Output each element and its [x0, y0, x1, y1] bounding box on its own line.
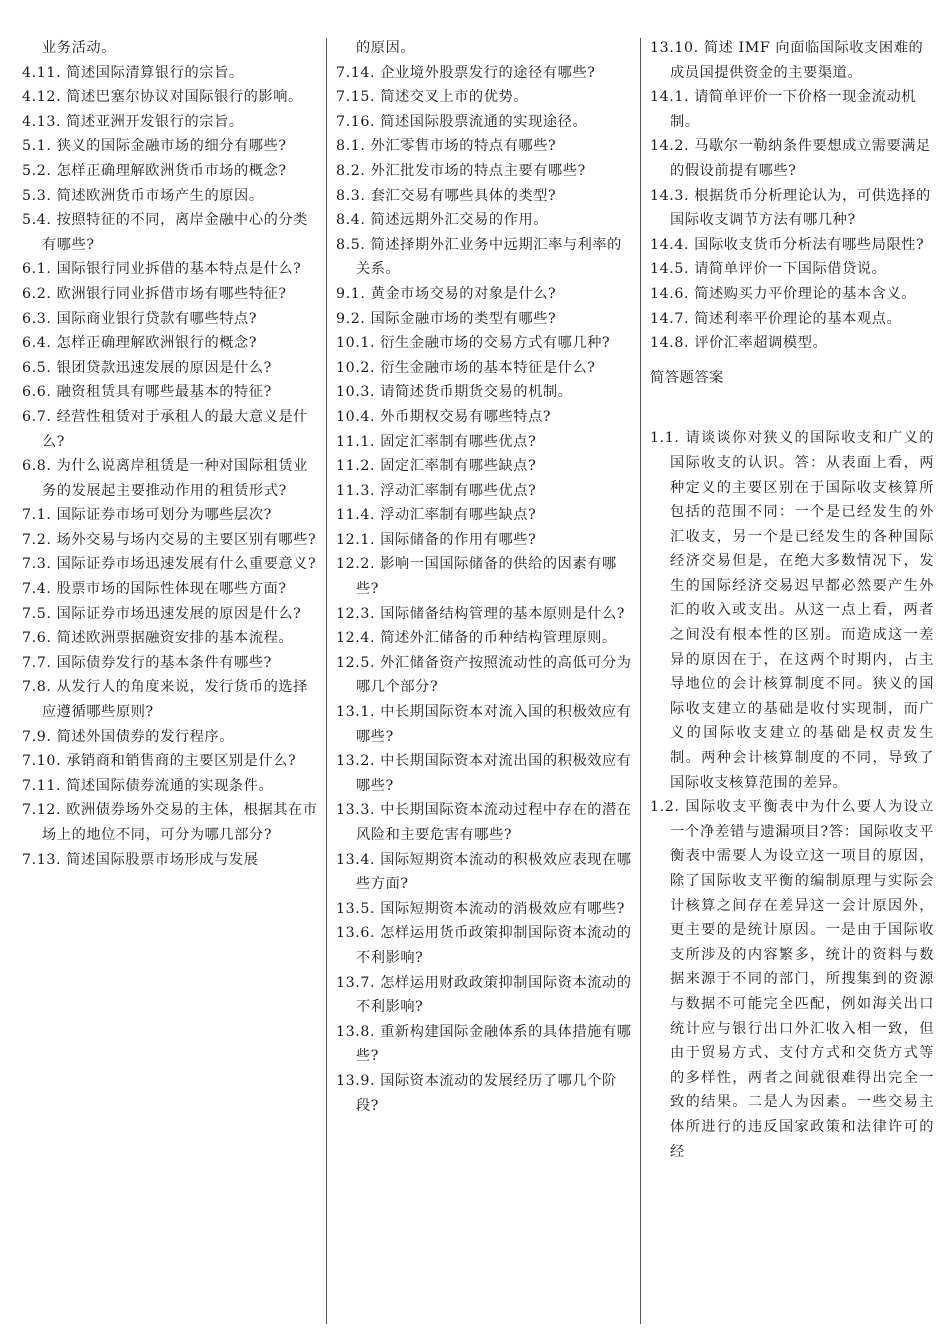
question-item: 7.1. 国际证券市场可划分为哪些层次? — [22, 507, 272, 524]
question-item: 13.4. 国际短期资本流动的积极效应表现在哪些方面? — [336, 851, 632, 893]
question-item: 14.8. 评价汇率超调模型。 — [650, 335, 828, 352]
question-item: 的原因。 — [356, 40, 416, 56]
question-item: 7.8. 从发行人的角度来说，发行货币的选择应遵循哪些原则? — [22, 679, 308, 721]
column-3 — [650, 36, 934, 1164]
question-item: 7.14. 企业境外股票发行的途径有哪些? — [336, 64, 596, 81]
question-item: 7.4. 股票市场的国际性体现在哪些方面? — [22, 581, 287, 598]
question-item: 12.4. 简述外汇储备的币种结构管理原则。 — [336, 630, 617, 647]
question-item: 13.10. 简述 IMF 向面临国际收支困难的成员国提供资金的主要渠道。 — [650, 40, 924, 81]
question-item: 8.3. 套汇交易有哪些具体的类型? — [336, 187, 557, 204]
question-item: 8.1. 外汇零售市场的特点有哪些? — [336, 138, 557, 155]
question-item: 10.4. 外币期权交易有哪些特点? — [336, 408, 552, 425]
column-divider — [640, 38, 641, 1324]
question-item: 7.10. 承销商和销售商的主要区别是什么? — [22, 753, 297, 770]
question-item: 14.4. 国际收支货币分析法有哪些局限性? — [650, 236, 925, 253]
question-item: 9.2. 国际金融市场的类型有哪些? — [336, 310, 557, 327]
question-item: 6.7. 经营性租赁对于承租人的最大意义是什么? — [22, 408, 308, 450]
question-item: 8.2. 外汇批发市场的特点主要有哪些? — [336, 162, 586, 179]
question-item: 7.12. 欧洲债券场外交易的主体，根据其在市场上的地位不同，可分为哪几部分? — [22, 802, 318, 843]
question-item: 10.3. 请简述货币期货交易的机制。 — [336, 384, 573, 401]
question-item: 7.6. 简述欧洲票据融资安排的基本流程。 — [22, 630, 294, 647]
question-item: 14.1. 请简单评价一下价格一现金流动机制。 — [650, 89, 917, 130]
question-item: 11.1. 固定汇率制有哪些优点? — [336, 433, 537, 450]
question-item: 业务活动。 — [42, 40, 116, 56]
question-item: 7.5. 国际证券市场迅速发展的原因是什么? — [22, 605, 302, 622]
question-item: 14.2. 马歇尔一勒纳条件要想成立需要满足的假设前提有哪些? — [650, 138, 931, 179]
question-item: 12.5. 外汇储备资产按照流动性的高低可分为哪几个部分? — [336, 654, 632, 696]
question-item: 5.2. 怎样正确理解欧洲货币市场的概念? — [22, 162, 287, 179]
question-item: 5.1. 狭义的国际金融市场的细分有哪些? — [22, 138, 287, 155]
question-item: 7.15. 简述交叉上市的优势。 — [336, 89, 529, 106]
question-item: 10.1. 衍生金融市场的交易方式有哪几种? — [336, 335, 611, 352]
question-item: 9.1. 黄金市场交易的对象是什么? — [336, 285, 557, 302]
column-1 — [22, 36, 318, 872]
question-item: 5.3. 简述欧洲货币市场产生的原因。 — [22, 187, 264, 204]
question-item: 13.8. 重新构建国际金融体系的具体措施有哪些? — [336, 1023, 632, 1065]
column-divider — [326, 38, 327, 1324]
question-item: 13.3. 中长期国际资本流动过程中存在的潜在风险和主要危害有哪些? — [336, 802, 632, 843]
question-item: 13.7. 怎样运用财政政策抑制国际资本流动的不利影响? — [336, 974, 632, 1016]
question-item: 10.2. 衍生金融市场的基本特征是什么? — [336, 359, 596, 376]
question-item: 6.6. 融资租赁具有哪些最基本的特征? — [22, 384, 272, 401]
question-item: 4.11. 简述国际清算银行的宗旨。 — [22, 64, 244, 81]
question-item: 13.5. 国际短期资本流动的消极效应有哪些? — [336, 900, 626, 917]
question-item: 7.9. 简述外国债券的发行程序。 — [22, 728, 235, 745]
question-item: 14.6. 简述购买力平价理论的基本含义。 — [650, 285, 917, 302]
question-item: 6.1. 国际银行同业拆借的基本特点是什么? — [22, 261, 302, 278]
question-item: 14.7. 简述利率平价理论的基本观点。 — [650, 310, 902, 327]
question-item: 11.3. 浮动汇率制有哪些优点? — [336, 482, 537, 499]
question-item: 12.3. 国际储备结构管理的基本原则是什么? — [336, 605, 626, 622]
column-2 — [336, 36, 632, 1118]
question-item: 7.11. 简述国际债券流通的实现条件。 — [22, 777, 274, 794]
answer-item: 1.1. 请谈谈你对狭义的国际收支和广义的国际收支的认识。答：从表面上看，两种定义的主要区别在于国际收支核算所包括的范围不同：一个是已经发生的外汇收支，另一个是已经发生的各种国际经济交易但是，在绝大多数情况下，发生的国际经济交易迟早都必然要产生外汇的收入或支出。从这一点上看，两者之间没有根本性的区别。而造成这一差异的原因在于，在这两个时期内，占主导地位的会计核算制度不同。狭义的国际收支建立的基础是收付实现制，而广义的国际收支建立的基础是权责发生制。两种会计核算制度的不同，导致了国际收支核算范围的差异。 — [650, 430, 934, 791]
question-item: 4.13. 简述亚洲开发银行的宗旨。 — [22, 113, 244, 130]
question-item: 6.3. 国际商业银行贷款有哪些特点? — [22, 310, 258, 327]
question-item: 6.5. 银团贷款迅速发展的原因是什么? — [22, 359, 272, 376]
question-item: 14.5. 请简单评价一下国际借贷说。 — [650, 261, 887, 278]
question-item: 7.13. 简述国际股票市场形成与发展 — [22, 851, 259, 868]
question-item: 6.2. 欧洲银行同业拆借市场有哪些特征? — [22, 285, 287, 302]
question-item: 13.6. 怎样运用货币政策抑制国际资本流动的不利影响? — [336, 925, 632, 966]
question-item: 13.9. 国际资本流动的发展经历了哪几个阶段? — [336, 1072, 617, 1114]
question-item: 7.7. 国际债券发行的基本条件有哪些? — [22, 654, 272, 671]
document-page — [22, 36, 934, 1326]
question-item: 7.16. 简述国际股票流通的实现途径。 — [336, 113, 588, 130]
question-item: 13.1. 中长期国际资本对流入国的积极效应有哪些? — [336, 704, 632, 745]
question-item: 6.4. 怎样正确理解欧洲银行的概念? — [22, 335, 258, 352]
answer-item: 1.2. 国际收支平衡表中为什么要人为设立一个净差错与遗漏项目?答：国际收支平衡表中需要人为设立这一项目的原因，除了国际收支平衡的编制原理与实际会计核算之间存在差异这一会计原因外，更主要的是统计原因。一是由于国际收支所涉及的内容繁多，统计的资料与数据来源于不同的部门，所搜集到的资源与数据不可能完全匹配，例如海关出口统计应与银行出口外汇收入相一致，但由于贸易方式、支付方式和交货方式等的多样性，两者之间就很难得出完全一致的结果。二是人为因素。一些交易主体所进行的违反国家政策和法律许可的经 — [650, 799, 934, 1160]
question-item: 11.2. 固定汇率制有哪些缺点? — [336, 458, 537, 475]
question-item: 12.2. 影响一国国际储备的供给的因素有哪些? — [336, 556, 617, 598]
question-item: 7.2. 场外交易与场内交易的主要区别有哪些? — [22, 531, 317, 548]
question-item: 6.8. 为什么说离岸租赁是一种对国际租赁业务的发展起主要推动作用的租赁形式? — [22, 458, 308, 499]
question-item: 8.4. 简述远期外汇交易的作用。 — [336, 212, 549, 229]
question-item: 14.3. 根据货币分析理论认为，可供选择的国际收支调节方法有哪几种? — [650, 187, 931, 229]
answers-heading: 简答题答案 — [650, 369, 724, 386]
question-item: 12.1. 国际储备的作用有哪些? — [336, 531, 537, 548]
question-item: 11.4. 浮动汇率制有哪些缺点? — [336, 507, 537, 524]
question-item: 13.2. 中长期国际资本对流出国的积极效应有哪些? — [336, 753, 632, 794]
question-item: 7.3. 国际证券市场迅速发展有什么重要意义? — [22, 556, 317, 573]
question-item: 8.5. 简述择期外汇业务中远期汇率与利率的关系。 — [336, 236, 622, 278]
question-item: 5.4. 按照特征的不同，离岸金融中心的分类有哪些? — [22, 212, 308, 253]
question-item: 4.12. 简述巴塞尔协议对国际银行的影响。 — [22, 89, 303, 106]
